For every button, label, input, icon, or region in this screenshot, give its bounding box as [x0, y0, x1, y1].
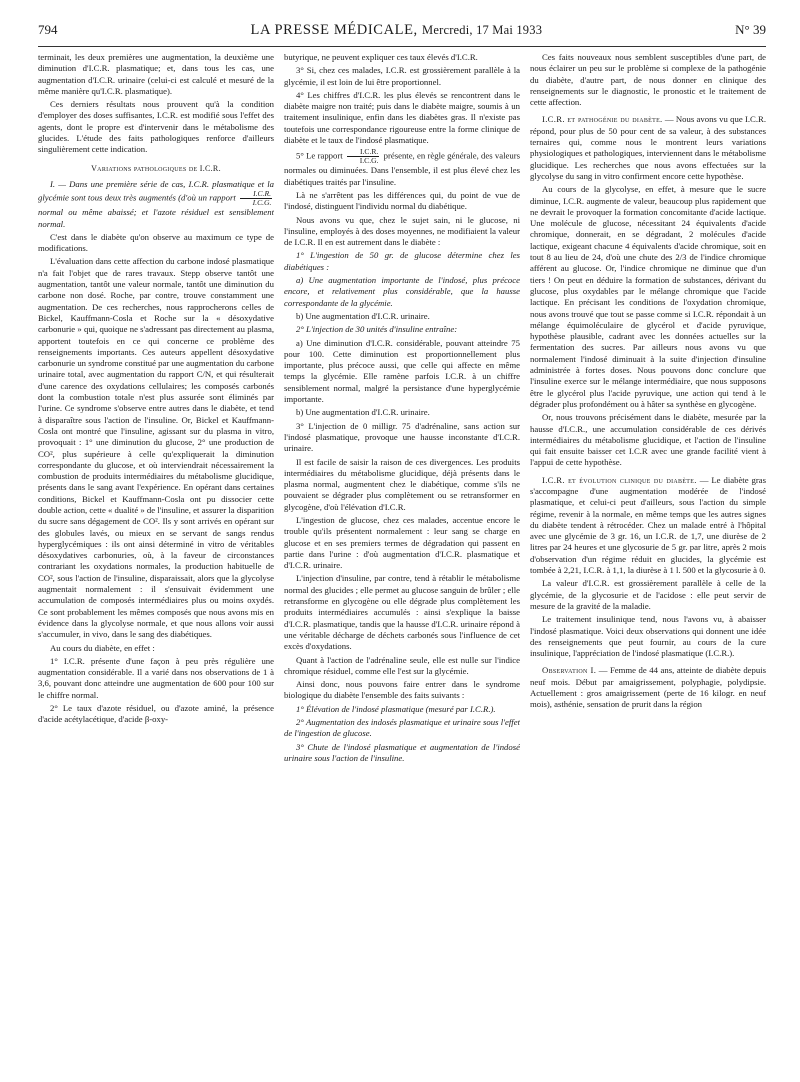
paragraph: Ainsi donc, nous pouvons faire entrer dans le syndrome biologique du diabète l'ensemble des faits suivants :	[284, 679, 520, 701]
paragraph: La valeur d'I.C.R. est grossièrement parallèle à celle de la glycémie, de la glycosurie et de l'acidose : elle peut servir de mesure de la gravité de la maladie.	[530, 578, 766, 611]
paragraph: 2° Augmentation des indosés plasmatique et urinaire sous l'effet de l'ingestion de glucose.	[284, 717, 520, 739]
text-run: — Femme de 44 ans, atteinte de diabète depuis neuf mois. Début par amaigrissement, polyphagie, polydipsie. Actuellement : gros amaigrissement (perte de 16 kilogr. en neuf mois), asthénie, sensation de prurit dans la région	[530, 665, 766, 710]
paragraph: Là ne s'arrêtent pas les différences qui, du point de vue de l'indosé, distinguent l'individu normal du diabétique.	[284, 189, 520, 212]
column-3	[530, 52, 766, 1077]
paragraph: 4° Les chiffres d'I.C.R. les plus élevés se rencontrent dans le diabète maigre non traité; puis dans le diabète maigre, soumis à un traitement insulinique, enfin dans les diabètes gras. Il n'existe pas toutefois une correspondance rigoureuse entre la forme clinique de diabète et le taux de l'indosé plasmatique.	[284, 89, 520, 146]
paragraph: Au cours de la glycolyse, en effet, à mesure que le sucre diminue, I.C.R. augmente de valeur, beaucoup plus rapidement que ne devrait le provoquer la formation concomitante d'acide lactique. Une molécule de glucose, nécessitant 24 équivalents d'acide chromique, donnerait, en se dégradant, 2 molécules d'acide lactique, exigeant chacune 4 équivalents d'acide chromique, soit en tout 8 au lieu de 24, d'où une chute des 2/3 de l'indice chromique afférent au glucose. Or, l'indice chromique ne diminue que d'un tiers ! On peut en déduire la formation de substances, dérivant du glucose, plus oxydables par le mélange chromique que l'acide lactique. En précisant les conditions de l'oxydation chromique, nous avons trouvé que tout se passe comme si I.C.R. répondait à un mélange équimoléculaire de glycérol et d'acide pyruvique, hypothèse plausible, cadrant avec les données actuelles sur la fermentation des sucres. Par ailleurs nous avons vu que normalement l'indosé diminuait à la suite d'injection d'insuline administrée à fortes doses. Nous pouvons donc conclure que l'insuline exerce sur le mélange intermédiaire, que nous supposons être le glycérol plus l'acide pyruvique, une action qui tend à le dégrader plus profondément ou à hâter sa synthèse en glycogène.	[530, 184, 766, 409]
paragraph: 3° Si, chez ces malades, I.C.R. est grossièrement parallèle à la glycémie, il est loin de lui être proportionnel.	[284, 65, 520, 87]
article-columns	[38, 52, 766, 1077]
paragraph: 2° Le taux d'azote résiduel, ou d'azote aminé, la présence d'acide acétylacétique, d'acide β-oxy-	[38, 703, 274, 725]
text-run: présente, en règle générale, des valeurs normales ou diminuées. Dans l'ensemble, il est plus élevé chez les diabétiques traités par l'insuline.	[284, 150, 520, 187]
running-header	[38, 22, 766, 42]
paragraph: terminait, les deux premières une augmentation, la deuxième une diminution d'I.C.R. plasmatique; et, dans tous les cas, une augmentation d'I.C.R. urinaire (celui-ci est calculé et mesuré de la même manière qu'I.C.R. plasmatique).	[38, 52, 274, 96]
issue-date: Mercredi, 17 Mai 1933	[422, 23, 543, 37]
run-in-heading: I.C.R. et pathogénie du diabète.	[542, 114, 663, 125]
paragraph: 1° L'ingestion de 50 gr. de glucose détermine chez les diabétiques :	[284, 250, 520, 272]
text-run: — Nous avons vu que I.C.R. répond, pour plus de 50 pour cent de sa valeur, à des substances ternaires qui, comme nous le montrent leurs variations physiologiques et pathologiques, interviennent dans le métabolisme glucidique. Les recherches que nous avons effectuées sur la glycolyse du sang in vitro confirment encore cette hypothèse.	[530, 114, 766, 181]
paragraph: 1° I.C.R. présente d'une façon à peu près régulière une augmentation considérable. Il a varié dans nos observations de 1 à 3,6, pouvant donc atteindre une augmentation de 600 pour 100 sur le chiffre normal.	[38, 655, 274, 700]
fraction-numerator: I.C.R.	[240, 190, 272, 199]
paragraph: Le traitement insulinique tend, nous l'avons vu, à abaisser l'indosé plasmatique. Voici deux observations qui donnent une idée des renseignements que peut fournir, au cours de la cure insulinique, l'appréciation de l'indosé plasmatique (I.C.R.).	[530, 614, 766, 659]
paragraph: Nous avons vu que, chez le sujet sain, ni le glucose, ni l'insuline, employés à des doses moyennes, ne modifiaient la valeur de I.C.R. Il en est autrement dans le diabète :	[284, 214, 520, 248]
fraction-denominator: I.C.G.	[359, 156, 379, 166]
paragraph: 1° Élévation de l'indosé plasmatique (mesuré par I.C.R.).	[296, 703, 496, 714]
paragraph: 3° Chute de l'indosé plasmatique et augmentation de l'indosé urinaire sous l'action de l'insuline.	[284, 741, 520, 763]
fraction-numerator: I.C.R.	[347, 148, 379, 157]
paragraph: Ces faits nouveaux nous semblent susceptibles d'une part, de nous éclairer un peu sur le problème si complexe de la pathogénie du diabète, d'autre part, de nous donner en clinique des renseignements sur le diagnostic, le pronostic et le traitement de cette affection.	[530, 52, 766, 108]
ratio-fraction	[240, 190, 272, 207]
paragraph: Ces derniers résultats nous prouvent qu'à la condition d'employer des doses suffisantes, I.C.R. est modifié sous l'effet des agents, dont le propre est d'intervenir dans le métabolisme des glucides. L'étude des faits pathologiques renforce d'ailleurs singulièrement cette indication.	[38, 99, 274, 155]
paragraph: 3° L'injection de 0 milligr. 75 d'adrénaline, sans action sur l'indosé plasmatique, provoque une hausse inconstante d'I.C.R. urinaire.	[284, 420, 520, 454]
fraction-denominator: I.C.G.	[252, 198, 272, 208]
text-run: normal ou même abaissé; et l'azote résiduel est sensiblement normal.	[38, 207, 274, 229]
journal-title	[250, 22, 542, 39]
run-in-heading: Observation I.	[542, 665, 597, 676]
text-run: I. — Dans une première série de cas, I.C.R. plasmatique et la glycémie sont tous deux très augmentés (d'où un rapport	[38, 178, 274, 203]
header-rule	[38, 46, 766, 47]
paragraph: Au cours du diabète, en effet :	[50, 642, 155, 653]
paragraph	[530, 114, 766, 182]
paragraph: a) Une diminution d'I.C.R. considérable, pouvant atteindre 75 pour 100. Cette diminution est proportionnellement plus importante, plus précoce aussi, que celle qui affecte en même temps la glycémie. Elle ramène parfois I.C.R. à un chiffre sensiblement normal, malgré la persistance d'une hyperglycémie importante.	[284, 337, 520, 405]
paragraph	[530, 665, 766, 710]
paragraph: 2° L'injection de 30 unités d'insuline entraîne:	[296, 324, 458, 335]
section-heading: Variations pathologiques de I.C.R.	[91, 163, 221, 173]
issue-number: N° 39	[735, 22, 766, 37]
paragraph: Quant à l'action de l'adrénaline seule, elle est nulle sur l'indice chromique résiduel, comme elle l'est sur la glycémie.	[284, 654, 520, 676]
text-run: — Le diabète gras s'accompagne d'une augmentation modérée de l'indosé plasmatique, et celui-ci peut d'ailleurs, sous l'action du simple régime, revenir à la normale, en même temps que les autres signes du diabète tendent à rétrocéder. Chez un malade entré à l'hôpital avec une glycémie de 3 gr. 16, un I.C.R. de 1,7, une diurèse de 2 litres par 24 heures et une glycosurie de 5 gr. par litre, après 2 mois d'observation d'un régime réduit en glucides, la glycémie est tombée à 2,21, I.C.R. à 1,1, la diurèse à 1 l. 500 et la glycosurie à 0.	[530, 474, 766, 576]
paragraph	[530, 475, 766, 577]
paragraph: b) Une augmentation d'I.C.R. urinaire.	[296, 310, 430, 321]
paragraph: b) Une augmentation d'I.C.R. urinaire.	[296, 407, 430, 418]
run-in-heading: I.C.R. et évolution clinique du diabète.	[542, 474, 697, 485]
column-2	[284, 52, 520, 1077]
paragraph	[284, 148, 520, 188]
journal-name: LA PRESSE MÉDICALE,	[250, 22, 418, 38]
paragraph	[38, 179, 274, 230]
paragraph: L'évaluation dans cette affection du carbone indosé plasmatique n'a fait l'objet que de rares travaux. Stepp observe tantôt une augmentation, tantôt une valeur normale, tantôt une diminution du carbone non dosé. Roche, par contre, trouve constamment une augmentation. De ces recherches, nous rapprocherons celles de Bickel, Kauffmann-Cosla et Roche sur la « désoxydative carbonurie » qui, quoique ne s'adressant pas directement au plasma, apportent toutefois en ce qui concerne ce problème des renseignements importants. Ces auteurs appellent désoxydative carbonurie un syndrome constitué par une augmentation du carbone urinaire total, avec augmentation du rapport C/N, et qui résulterait d'une carence des oxydations cellulaires; les composés carbonés dont la combustion totale n'est plus assurée sont éliminés par l'urine. Ce syndrome s'observe entre autres dans le diabète, et tend à disparaître sous l'action de l'insuline. Or, Bickel et Kauffmann-Cosla ont montré que l'insuline, agissant sur du plasma in vitro, provoquait : 1° une diminution du glucose, 2° une production de CO², plus supérieure à celle qu'expliquerait la diminution correspondante du glucose, et où interviendrait nécessairement la combustion de produits intermédiaires du métabolisme glucidique, présents dans le sang avant l'expérience. En opérant dans certaines conditions, Bickel et Kauffmann-Cosla ont pu dissocier cette double action, cette « dualité » de l'insuline, et assurer la disparition du sucre sans dégagement de CO². Ils y sont arrivés en opérant sur des globules lavés, ou mieux en se servant de sangs rendus hyperglycémiques : ils ont ainsi déterminé in vitro de véritables désoxydatives carbonuries, où, à la faveur de circonstances contrariant les oxydations normales, la production habituelle de CO², sous l'action de l'insuline, disparaissait, alors que la glycolyse augmentait normalement : il s'ensuivait évidemment une accumulation de composés intermédiaires plus ou moins oxydés. Ce sont probablement les mêmes composés que nous avons mis en évidence dans la glycolyse normale, et que nous allons voir aussi s'accumuler, in vivo, dans le sang des diabétiques.	[38, 256, 274, 640]
paragraph: butyrique, ne peuvent expliquer ces taux élevés d'I.C.R.	[284, 52, 478, 62]
ratio-fraction	[347, 148, 379, 165]
paragraph: C'est dans le diabète qu'on observe au maximum ce type de modifications.	[38, 231, 274, 254]
paragraph: L'injection d'insuline, par contre, tend à rétablir le métabolisme normal des glucides ; elle permet au glucose sanguin de brûler ; elle retransforme en glycogène ou elle dégrade plus complètement les produits intermédiaires accumulés : ainsi s'explique la baisse d'I.C.R. plasmatique, tandis que la hausse d'I.C.R. urinaire répond à une véritable décharge de déchets carbonés sous l'influence de cet excès d'oxydations.	[284, 573, 520, 652]
paragraph: Il est facile de saisir la raison de ces divergences. Les produits intermédiaires du métabolisme glucidique, déjà présents dans le plasma normal, augmentent chez le diabétique, comme s'ils ne pouvaient se dégrader plus complètement ou se retransformer en glycogène, d'où l'élévation d'I.C.R.	[284, 456, 520, 512]
column-1	[38, 52, 274, 1077]
page-number: 794	[38, 22, 58, 37]
paragraph: Or, nous trouvons précisément dans le diabète, mesurée par la hausse d'I.C.R., une accumulation considérable de ces dérivés intermédiaires du métabolisme glucidique, et l'action de l'insuline qui fait ensuite baisser cet I.C.R avec une grande facilité vient à l'appui de cette hypothèse.	[530, 412, 766, 468]
paragraph: L'ingestion de glucose, chez ces malades, accentue encore le trouble qu'ils présentent normalement : leur sang se charge en glucose et en ses premiers termes de dégradation qui passent en partie dans l'urine : d'où augmentation d'I.C.R. plasmatique et d'I.C.R. urinaire.	[284, 514, 520, 571]
text-run: 5° Le rapport	[296, 150, 343, 161]
paragraph: a) Une augmentation importante de l'indosé, plus précoce encore, et relativement plus considérable, que la hausse correspondante de la glycémie.	[284, 275, 520, 308]
